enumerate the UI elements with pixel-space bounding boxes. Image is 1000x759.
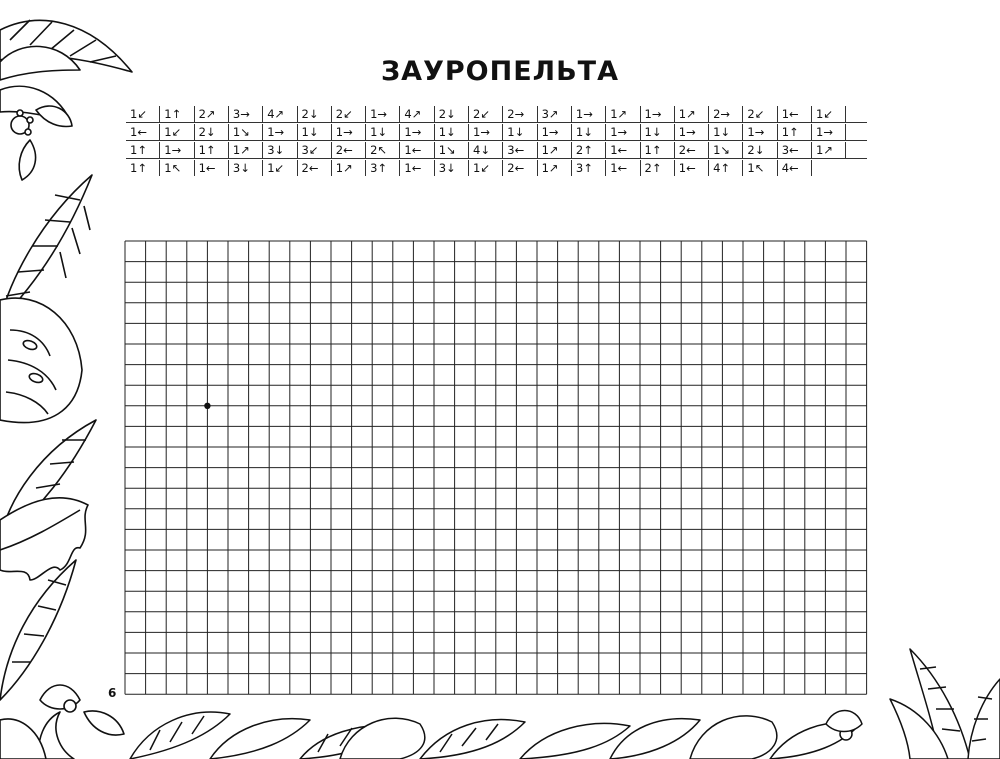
instruction-step: 1↘	[713, 143, 731, 157]
instruction-step: 1↓	[370, 125, 388, 139]
instruction-step: 1→	[164, 143, 182, 157]
instruction-step: 1→	[541, 125, 559, 139]
instruction-step: 1←	[610, 143, 628, 157]
instruction-step: 2↓	[747, 143, 765, 157]
instruction-step: 2↑	[575, 143, 593, 157]
instruction-step: 1↑	[644, 143, 662, 157]
instruction-step: 1↗	[541, 161, 559, 175]
instruction-step: 1↗	[541, 143, 559, 157]
instruction-step: 1↘	[438, 143, 456, 157]
instruction-step: 3↓	[267, 143, 285, 157]
instruction-step: 3↑	[370, 161, 388, 175]
instruction-step: 1↗	[678, 107, 696, 121]
instruction-step: 1↓	[301, 125, 319, 139]
instruction-step: 1↓	[575, 125, 593, 139]
instruction-step: 1↑	[130, 143, 147, 157]
instruction-step: 1←	[678, 161, 696, 175]
instruction-step: 1→	[575, 107, 593, 121]
instruction-step: 2↓	[438, 107, 456, 121]
instruction-step: 1→	[404, 125, 422, 139]
instruction-step: 1↗	[335, 161, 353, 175]
instruction-step: 3↑	[575, 161, 593, 175]
instruction-step: 1←	[610, 161, 628, 175]
instruction-step: 1←	[781, 107, 799, 121]
instruction-step: 1→	[473, 125, 490, 139]
instruction-step: 2↙	[335, 107, 353, 121]
instruction-step: 3↗	[541, 107, 559, 121]
instruction-step: 3↓	[232, 161, 250, 175]
instruction-step: 2↖	[370, 143, 388, 157]
instruction-step: 1↑	[781, 125, 799, 139]
instruction-step: 1↓	[507, 125, 525, 139]
instruction-step: 1↙	[473, 161, 490, 175]
instruction-step: 2→	[713, 107, 731, 121]
instruction-step: 1→	[816, 125, 833, 139]
instruction-step: 3↓	[438, 161, 456, 175]
instruction-step: 2←	[301, 161, 319, 175]
instruction-step: 1↙	[267, 161, 285, 175]
instruction-step: 1↙	[130, 107, 147, 121]
instruction-step: 1↗	[816, 143, 833, 157]
instruction-step: 1→	[610, 125, 628, 139]
instruction-step: 1←	[404, 143, 422, 157]
instruction-step: 1↘	[232, 125, 250, 139]
instruction-step: 3→	[232, 107, 250, 121]
instruction-step: 3↙	[301, 143, 319, 157]
instruction-step: 4←	[781, 161, 799, 175]
instruction-step: 2←	[335, 143, 353, 157]
instruction-step: 4↓	[473, 143, 490, 157]
instruction-step: 1↓	[438, 125, 456, 139]
instruction-step: 1↙	[816, 107, 833, 121]
instruction-step: 4↗	[404, 107, 422, 121]
instruction-step: 1→	[678, 125, 696, 139]
instruction-step: 1←	[198, 161, 216, 175]
instruction-step: 1↖	[747, 161, 765, 175]
instruction-step: 1↑	[130, 161, 147, 175]
instruction-step: 2↓	[198, 125, 216, 139]
instruction-step: 1↑	[198, 143, 216, 157]
instruction-step: 1→	[267, 125, 285, 139]
instruction-step: 2↓	[301, 107, 319, 121]
instruction-step: 1→	[747, 125, 765, 139]
instruction-step: 1→	[335, 125, 353, 139]
instruction-step: 1↑	[164, 107, 182, 121]
instruction-step: 2↗	[198, 107, 216, 121]
page-number: 6	[108, 686, 117, 700]
instruction-step: 2←	[678, 143, 696, 157]
instruction-step: 2↙	[747, 107, 765, 121]
instruction-step: 2↙	[473, 107, 490, 121]
instruction-step: 1↓	[644, 125, 662, 139]
instruction-step: 4↑	[713, 161, 731, 175]
instruction-step: 1←	[404, 161, 422, 175]
start-point-dot	[204, 403, 210, 409]
grid-lines	[125, 241, 867, 694]
instruction-step: 4↗	[267, 107, 285, 121]
instruction-step: 1↖	[164, 161, 182, 175]
instruction-step: 3←	[781, 143, 799, 157]
instruction-step: 1↗	[232, 143, 250, 157]
instruction-step: 2↑	[644, 161, 662, 175]
instruction-step: 1←	[130, 125, 147, 139]
instruction-step: 1↙	[164, 125, 182, 139]
instruction-step: 2←	[507, 161, 525, 175]
instruction-step: 1→	[370, 107, 388, 121]
instruction-step: 1↗	[610, 107, 628, 121]
instruction-step: 2→	[507, 107, 525, 121]
instruction-step: 3←	[507, 143, 525, 157]
page-title: ЗАУРОПЕЛЬТА	[381, 56, 619, 87]
instruction-step: 1↓	[713, 125, 731, 139]
instruction-step: 1→	[644, 107, 662, 121]
